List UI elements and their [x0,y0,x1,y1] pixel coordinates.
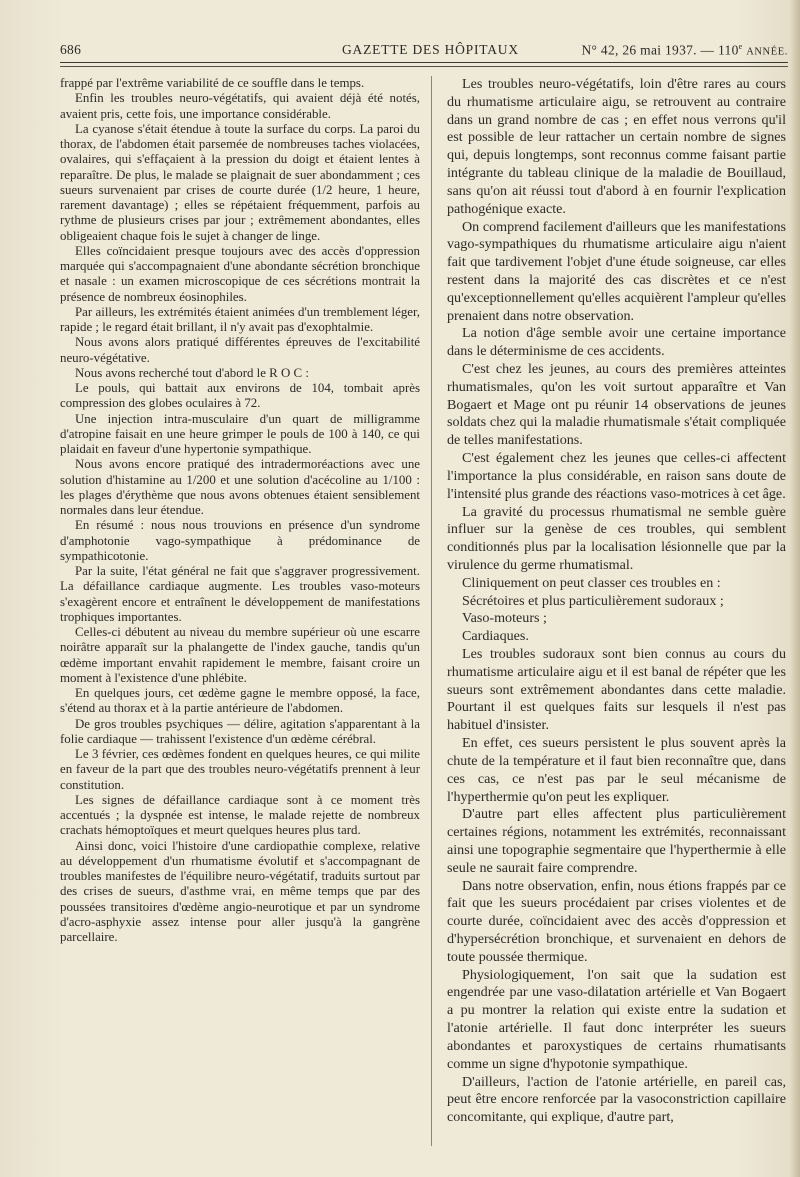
list-item: Sécrétoires et plus particulièrement sudoraux ; [462,592,724,609]
paragraph: D'ailleurs, l'action de l'atonie artérielle, en pareil cas, peut être encore renforcée par la vasoconstriction capillaire concomitante, qui explique, d'autre part, [447,1073,786,1126]
list-item: Vaso-moteurs ; [462,610,547,627]
paragraph: Nous avons recherché tout d'abord le R O C : [75,365,309,380]
paragraph: Cliniquement on peut classer ces troubles en : [462,574,721,591]
issue-date: N° 42, 26 mai 1937. — 110 [581,42,739,58]
paragraph: Elles coïncidaient presque toujours avec des accès d'oppression marquée qui s'accompagnaient d'une abondante sécrétion bronchique et nasale : un examen microscopique de ces sécrétions montrait la présence de nombreux éosinophiles. [60,243,420,304]
paragraph: On comprend facilement d'ailleurs que les manifestations vago-sympathiques du rhumatisme articulaire aigu n'aient fait que tardivement l'objet d'une étude soigneuse, car elles restent dans la majorité des cas discrètes et ce n'est qu'exceptionnellement qu'elles acquièrent l'ampleur qu'elles prenaient dans notre observation. [447,218,786,324]
paragraph: Ainsi donc, voici l'histoire d'une cardiopathie complexe, relative au développement d'un rhumatisme évolutif et s'accompagnant de troubles manifestes de l'équilibre neuro-végétatif, traduits surtout par des crises de sueurs, d'asthme vrai, en même temps que par des poussées transitoires d'œdème angio-neurotique et par un syndrome d'acro-asphyxie assez intense pour aller jusqu'à la gangrène parcellaire. [60,838,420,944]
paragraph: La cyanose s'était étendue à toute la surface du corps. La paroi du thorax, de l'abdomen était parsemée de nombreuses taches violacées, ovalaires, qui s'effaçaient à la pression du doigt et étaient lentes à reparaître. De plus, le malade se plaignait de suer abondamment ; ces sueurs survenaient par crises de courte durée (1/2 heure, 1 heure, rarement davantage) ; elles se répétaient fréquemment, parfois au rythme de plusieurs crises par jour ; extrêmement abondantes, elles obligeaient chaque fois le sujet à changer de linge. [60,121,420,243]
issue-info [582,42,789,59]
scan-edge-shadow [790,0,800,1177]
header-rule-bottom [60,66,788,67]
paragraph: Nous avons alors pratiqué différentes épreuves de l'excitabilité neuro-végétative. [60,335,420,365]
paragraph: En quelques jours, cet œdème gagne le membre opposé, la face, s'étend au thorax et à la partie antérieure de l'abdomen. [60,686,420,716]
paragraph: En effet, ces sueurs persistent le plus souvent après la chute de la température et il faut bien reconnaître que, dans ces cas, ce n'est pas par le seul mécanisme de l'hyperthermie qu'on peut les expliquer. [447,735,786,805]
paragraph: frappé par l'extrême variabilité de ce souffle dans le temps. [60,76,365,90]
paragraph: Enfin les troubles neuro-végétatifs, qui avaient déjà été notés, avaient pris, cette fois, une importance considérable. [60,91,420,121]
list-item: Cardiaques. [462,628,529,645]
paragraph: La gravité du processus rhumatismal ne semble guère influer sur la genèse de ces troubles, qui semblent conditionnés plus par la localisation lésionnelle que par la virulence du germe rhumatismal. [447,503,786,573]
right-column [447,76,786,1127]
journal-title: GAZETTE DES HÔPITAUX [342,42,519,57]
paragraph: Nous avons encore pratiqué des intradermoréactions avec une solution d'histamine au 1/200 et une solution d'acécoline au 1/100 : les plages d'érythème que nous avons obtenues étaient sensiblement normales dans leur étendue. [60,457,420,517]
paragraph: De gros troubles psychiques — délire, agitation s'apparentant à la folie cardiaque — trahissent l'existence d'un œdème cérébral. [60,716,420,746]
issue-annee: ANNÉE. [746,46,788,58]
page-number: 686 [60,42,82,57]
column-divider [431,76,432,1146]
paragraph: Les troubles neuro-végétatifs, loin d'être rares au cours du rhumatisme articulaire aigu, se retrouvent au contraire dans un grand nombre de cas ; en effet nous verrons qu'il est possible de leur rattacher un certain nombre de signes qui, depuis longtemps, sont reconnus comme faisant partie intégrante du tableau clinique de la maladie de Bouillaud, sans qu'on ait réussi tout d'abord à en fournir l'explication pathogénique exacte. [447,76,786,217]
paragraph: Une injection intra-musculaire d'un quart de milligramme d'atropine faisait en une heure grimper le pouls de 100 à 140, ce qui plaidait en faveur d'une hypertonie sympathique. [60,411,420,456]
paragraph: La notion d'âge semble avoir une certaine importance dans le déterminisme de ces accidents. [447,325,786,360]
paragraph: Les signes de défaillance cardiaque sont à ce moment très accentués ; la dyspnée est intense, le malade rejette de nombreux crachats hémoptoïques et meurt quelques heures plus tard. [60,792,420,838]
page-header [60,40,788,62]
paragraph: Le pouls, qui battait aux environs de 104, tombait après compression des globes oculaires à 72. [60,381,420,411]
paragraph: D'autre part elles affectent plus particulièrement certaines régions, notamment les extrémités, reconnaissant ainsi une topographie segmentaire que l'hyperthermie à elle seule ne saurait faire comprendre. [447,806,786,876]
paragraph: Le 3 février, ces œdèmes fondent en quelques heures, ce qui milite en faveur de la part que des troubles neuro-végétatifs prennent à leur constitution. [60,747,420,792]
paragraph: C'est chez les jeunes, au cours des premières atteintes rhumatismales, qu'on les voit surtout apparaître et Van Bogaert et Mage ont pu réunir 14 observations de jeunes soldats chez qui la maladie rhumatismale s'était compliquée de telles manifestations. [447,361,786,449]
paragraph: Dans notre observation, enfin, nous étions frappés par ce fait que les sueurs procédaient par crises violentes et de courte durée, coïncidaient avec des accès d'oppression et d'hypersécrétion bronchique, et survenaient en dehors de toute poussée thermique. [447,877,786,965]
paragraph: Par la suite, l'état général ne fait que s'aggraver progressivement. La défaillance cardiaque augmente. Les troubles vaso-moteurs s'exagèrent encore et entraînent le développement de manifestations trophiques importantes. [60,564,420,624]
left-column [60,76,420,945]
paragraph: C'est également chez les jeunes que celles-ci affectent l'importance la plus considérable, en raison sans doute de l'intensité plus grande des réactions vaso-motrices à cet âge. [447,450,786,502]
paragraph: Celles-ci débutent au niveau du membre supérieur où une escarre noirâtre apparaît sur la phalangette de l'index gauche, tandis qu'un œdème important envahit rapidement le membre, faisant croire un moment à l'existence d'une phlébite. [60,625,420,685]
paragraph: Par ailleurs, les extrémités étaient animées d'un tremblement léger, rapide ; le regard était brillant, il n'y avait pas d'exophtalmie. [60,304,420,334]
paragraph: Physiologiquement, l'on sait que la sudation est engendrée par une vaso-dilatation artérielle et Van Bogaert a pu montrer la relation qui existe entre la sudation et l'atonie artérielle. Il faut donc interpréter les sueurs abondantes et paroxystiques de certains rhumatisants comme un signe d'hypotonie sympathique. [447,966,786,1072]
issue-superscript: e [738,42,743,51]
paragraph: Les troubles sudoraux sont bien connus au cours du rhumatisme articulaire aigu et il est banal de répéter que les sueurs sont extrêmement abondantes dans cette maladie. Pourtant il est quelques faits sur lesquels il n'est pas habituel d'insister. [447,646,786,734]
paragraph: En résumé : nous nous trouvions en présence d'un syndrome d'amphotonie vago-sympathique à prédominance de sympathicotonie. [60,518,420,563]
header-rule-top [60,62,788,63]
